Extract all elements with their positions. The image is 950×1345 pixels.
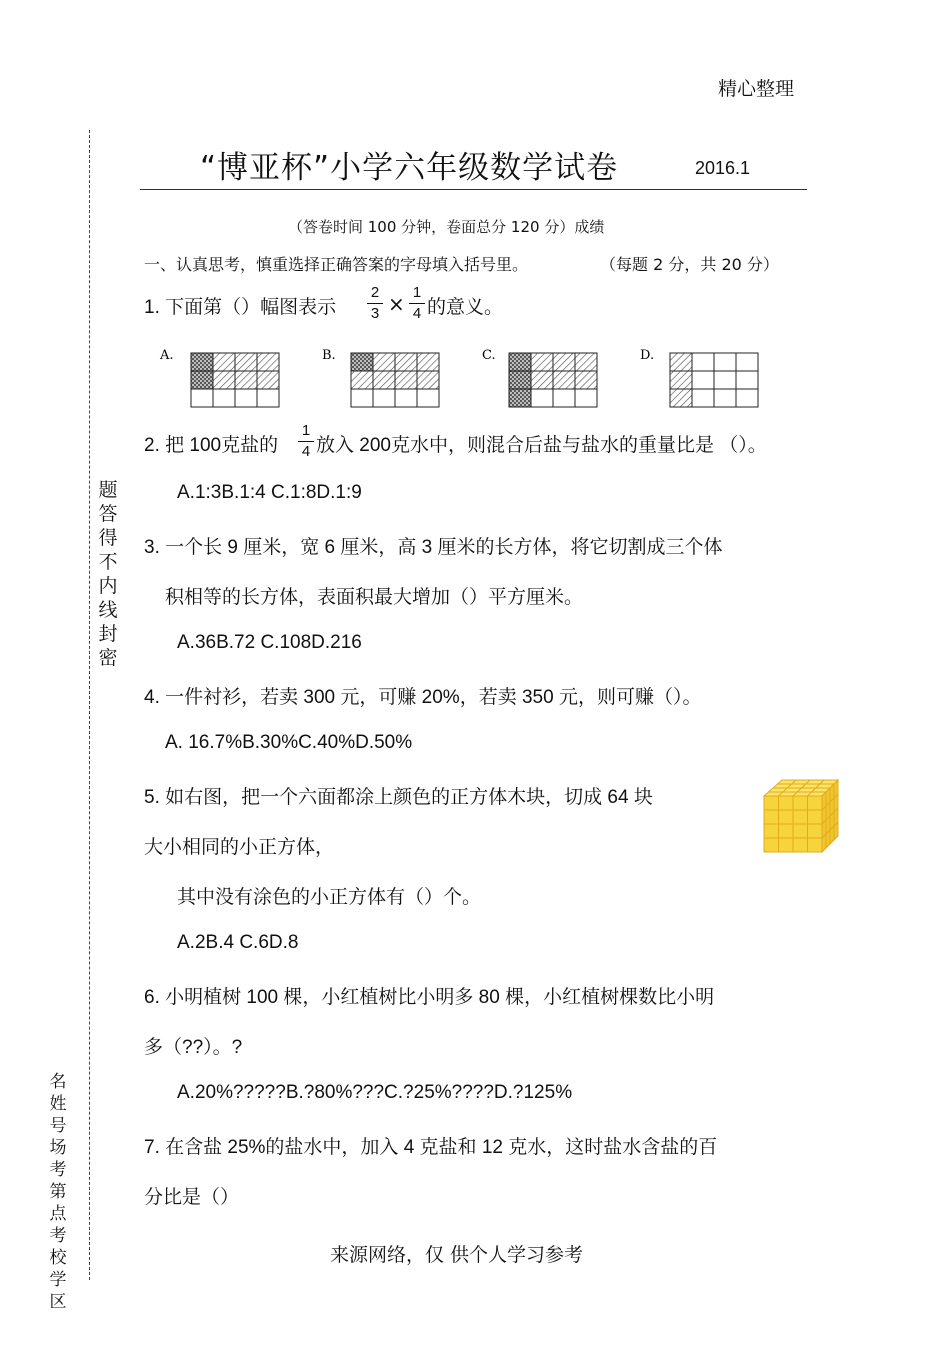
q1-fraction-1 xyxy=(367,284,383,323)
q1-figure-a xyxy=(191,353,279,407)
q1-f1-den: 3 xyxy=(370,305,380,322)
q7-line-1: 7. 在含盐 25%的盐水中，加入 4 克盐和 12 克水，这时盐水含盐的百 xyxy=(144,1137,718,1158)
title-rule xyxy=(140,189,807,190)
q6-line-2: 多（??）。? xyxy=(144,1037,243,1058)
q2-options: A.1:3B.1:4 C.1:8D.1:9 xyxy=(177,482,362,503)
q1-text-post: 的意义。 xyxy=(427,297,504,318)
q2-text-post: 放入 200克水中，则混合后盐与盐水的重量比是 （）。 xyxy=(316,435,767,456)
footer-note: 来源网络，仅 供个人学习参考 xyxy=(330,1244,584,1266)
q1-f1-num: 2 xyxy=(370,284,380,301)
q1-label-d: D. xyxy=(640,348,655,363)
q6-line-1: 6. 小明植树 100 棵，小红植树比小明多 80 棵，小红植树棵数比小明 xyxy=(144,987,715,1008)
q1-fraction-2 xyxy=(409,284,425,323)
q6-options: A.20%?????B.?80%???C.?25%????D.?125% xyxy=(177,1082,573,1103)
q3-line-1: 3. 一个长 9 厘米，宽 6 厘米，高 3 厘米的长方体，将它切割成三个体 xyxy=(144,537,723,558)
q7-line-2: 分比是（） xyxy=(144,1187,240,1208)
q1-label-c: C. xyxy=(482,348,496,363)
q1-label-b: B. xyxy=(322,348,336,363)
q1-figure-b xyxy=(351,353,439,407)
header-note: 精心整理 xyxy=(718,78,795,100)
q5-line-2: 大小相同的小正方体， xyxy=(144,837,335,858)
section-heading: 一、认真思考，慎重选择正确答案的字母填入括号里。 xyxy=(144,255,529,274)
q1-f2-den: 4 xyxy=(412,305,422,322)
q1-f2-num: 1 xyxy=(412,284,422,301)
q1-figure-c xyxy=(509,353,597,407)
q1-label-a: A. xyxy=(160,348,174,363)
q5-line-1: 5. 如右图，把一个六面都涂上颜色的正方体木块，切成 64 块 xyxy=(144,787,653,808)
section-score: （每题 2 分，共 20 分） xyxy=(600,255,779,274)
q4-options: A. 16.7%B.30%C.40%D.50% xyxy=(165,732,413,753)
exam-info: （答卷时间 100 分钟，卷面总分 120 分）成绩 xyxy=(288,218,605,236)
q5-options: A.2B.4 C.6D.8 xyxy=(177,932,299,953)
exam-title: “博亚杯”小学六年级数学试卷 xyxy=(200,150,619,186)
q5-line-3: 其中没有涂色的小正方体有（）个。 xyxy=(177,887,482,908)
q3-line-2: 积相等的长方体，表面积最大增加（）平方厘米。 xyxy=(165,587,584,608)
exam-year: 2016.1 xyxy=(695,158,751,178)
q2-text-pre: 2. 把 100克盐的 xyxy=(144,435,279,456)
q1-text-pre: 1. 下面第（）幅图表示 xyxy=(144,297,337,318)
q1-figure-d xyxy=(670,353,758,407)
q1-grid-figures xyxy=(0,345,950,405)
student-info-labels: 名姓号场考第点考校学区 xyxy=(49,1072,67,1312)
q2-f-num: 1 xyxy=(301,422,311,439)
q4-line-1: 4. 一件衬衫，若卖 300 元，可赚 20%，若卖 350 元，则可赚（）。 xyxy=(144,687,702,708)
q3-options: A.36B.72 C.108D.216 xyxy=(177,632,362,653)
q2-fraction xyxy=(298,422,314,461)
binding-dashed-line xyxy=(89,130,90,1280)
q2-f-den: 4 xyxy=(301,443,311,460)
binding-notice: 题答得不内线封密 xyxy=(98,479,118,669)
q1-times-sign: × xyxy=(388,292,405,316)
cube-figure xyxy=(762,778,842,854)
